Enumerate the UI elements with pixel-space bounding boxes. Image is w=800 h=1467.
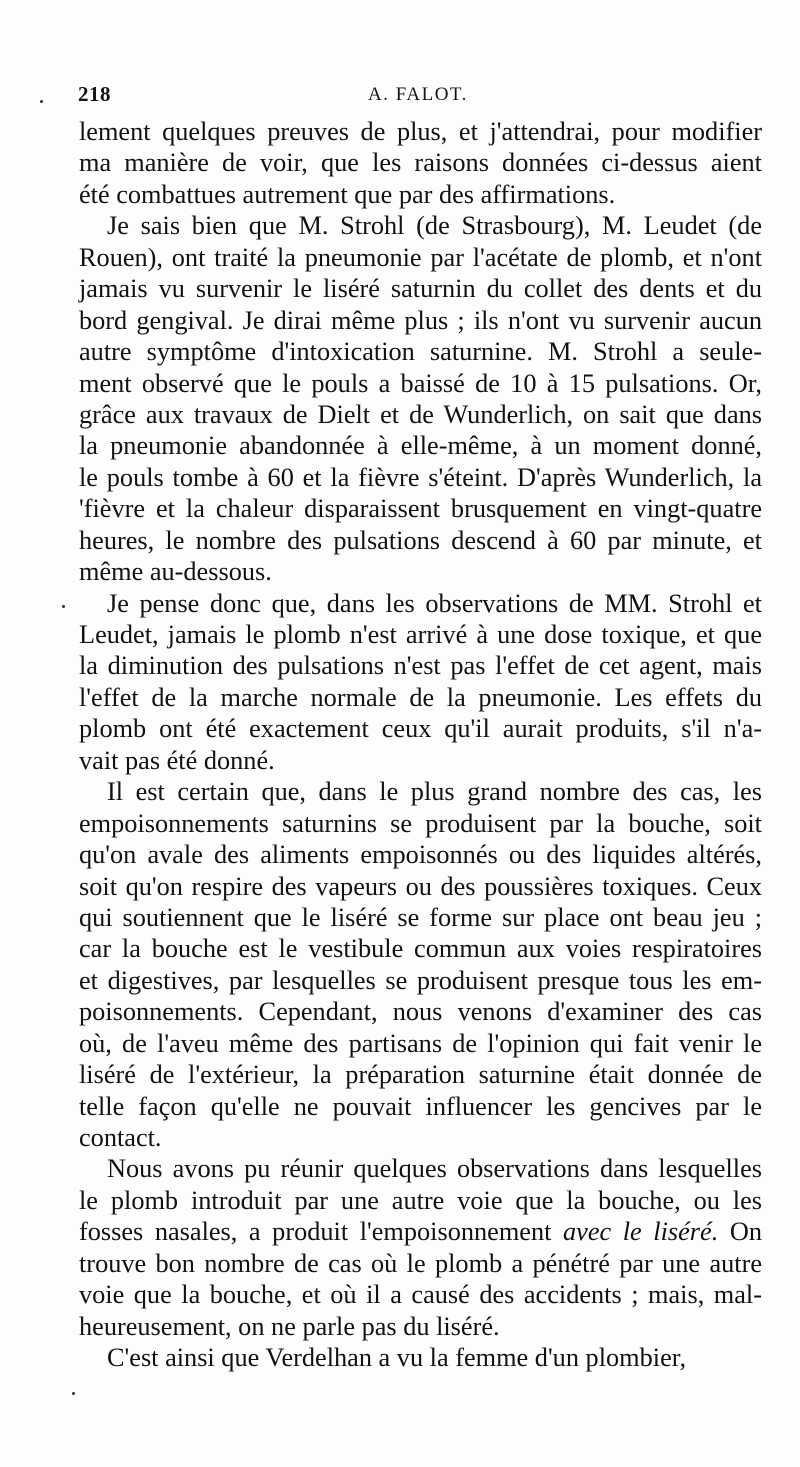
text-line: grâce aux travaux de Dielt et de Wunderlich, on sait que dans [79,399,762,429]
text-line: l'effet de la marche normale de la pneumonie. Les effets du [79,682,762,712]
text-line: été combattues autrement que par des affirmations. [79,179,616,209]
page-header [70,82,730,112]
text-line: poisonnements. Cependant, nous venons d'examiner des cas [79,997,762,1027]
text-line: le plomb introduit par une autre voie que la bouche, ou les [79,1185,762,1215]
text-line: telle façon qu'elle ne pouvait influencer les gencives par le [79,1091,762,1121]
text-line: où, de l'aveu même des partisans de l'opinion qui fait venir le [79,1028,762,1058]
text-line: contact. [79,1123,162,1152]
page-number: 218 [78,82,111,106]
text-line: plomb ont été exactement ceux qu'il aurait produits, s'il n'a- [79,714,762,744]
paragraph-start-line: C'est ainsi que Verdelhan a vu la femme d'un plombier, [107,1343,687,1373]
text-line: la diminution des pulsations n'est pas l'effet de cet agent, mais [79,651,762,681]
paragraph-start-line: Il est certain que, dans le plus grand nombre des cas, les [107,777,762,807]
text-line: et digestives, par lesquelles se produisent presque tous les em- [79,965,762,995]
margin-speck [62,605,65,608]
text-line: heures, le nombre des pulsations descend à 60 par minute, et [79,525,762,555]
text-line: Rouen), ont traité la pneumonie par l'acétate de plomb, et n'ont [79,242,762,272]
text-run: fosses nasales, a produit l'empoisonnement [79,1217,552,1247]
text-line: voie que la bouche, et où il a causé des accidents ; mais, mal- [79,1280,762,1310]
text-line: trouve bon nombre de cas où le plomb a pénétré par une autre [79,1248,762,1278]
text-line: la pneumonie abandonnée à elle-même, à un moment donné, [79,431,762,461]
text-line: le pouls tombe à 60 et la fièvre s'éteint. D'après Wunderlich, la [79,462,762,492]
text-line: Leudet, jamais le plomb n'est arrivé à une dose toxique, et que [79,620,762,649]
text-line: empoisonnements saturnins se produisent par la bouche, soit [79,808,762,838]
text-line: bord gengival. Je dirai même plus ; ils n'ont vu survenir aucun [79,305,762,335]
text-run: On [729,1217,762,1247]
text-line: vait pas été donné. [79,745,275,775]
emphasized-text: avec le liséré. [563,1217,719,1247]
text-line: heureusement, on ne parle pas du liséré. [79,1311,500,1341]
paragraph-start-line: Je pense donc que, dans les observations de MM. Strohl et [107,588,762,618]
margin-speck [72,1392,75,1395]
text-line: autre symptôme d'intoxication saturnine. M. Strohl a seule- [79,337,762,367]
text-line: ma manière de voir, que les raisons données ci-dessus aient [79,148,762,178]
text-line-with-emphasis [79,1216,762,1247]
paragraph-start-line: Nous avons pu réunir quelques observations dans lesquelles [107,1154,762,1184]
text-line: car la bouche est le vestibule commun aux voies respiratoires [79,934,762,964]
text-line: jamais vu survenir le liséré saturnin du collet des dents et du [79,274,762,304]
text-line: 'fièvre et la chaleur disparaissent brusquement en vingt-quatre [79,494,762,524]
paragraph-start-line: Je sais bien que M. Strohl (de Strasbourg), M. Leudet (de [107,211,762,241]
text-line: lement quelques preuves de plus, et j'attendrai, pour modifier [79,117,762,146]
running-head: A. FALOT. [368,84,468,105]
text-line: qu'on avale des aliments empoisonnés ou des liquides altérés, [79,840,762,870]
text-line: ment observé que le pouls a baissé de 10 à 15 pulsations. Or, [79,368,762,398]
text-line: même au-dessous. [79,557,272,587]
text-line: soit qu'on respire des vapeurs ou des poussières toxiques. Ceux [79,871,762,901]
body-text [79,116,762,1374]
text-line: qui soutiennent que le liséré se forme sur place ont beau jeu ; [79,902,762,932]
margin-speck [40,100,43,103]
text-line: liséré de l'extérieur, la préparation saturnine était donnée de [79,1060,762,1090]
